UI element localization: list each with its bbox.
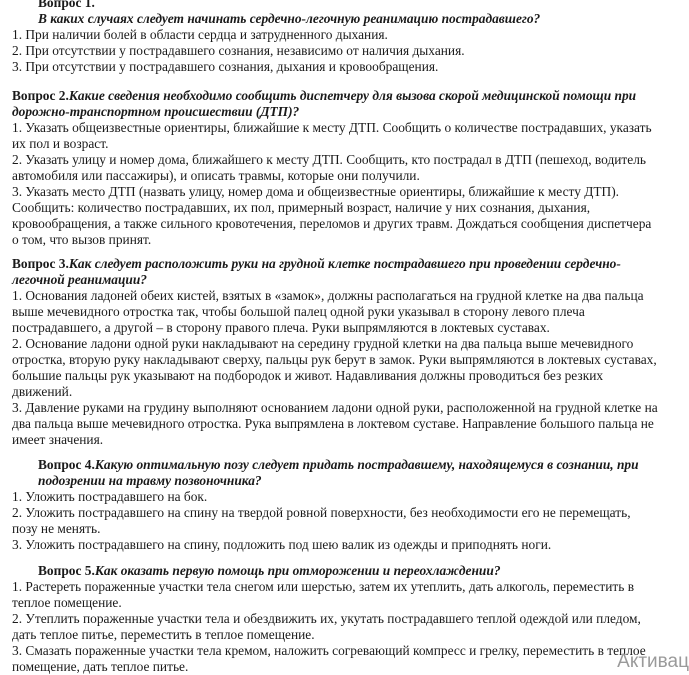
question-3-title: Как следует расположить руки на грудной клетке пострадавшего при проведении сердечно- bbox=[68, 256, 621, 271]
question-1 bbox=[0, 0, 689, 75]
question-5-label: Вопрос 5. bbox=[38, 563, 95, 578]
answer-line: дать теплое питье, переместить в теплое помещение. bbox=[12, 627, 315, 642]
answer-option: 1. При наличии болей в области сердца и затрудненного дыхания. bbox=[12, 27, 388, 42]
answer-line: 3. Указать место ДТП (назвать улицу, номер дома и общеизвестные ориентиры, ближайшие к месту ДТП). bbox=[12, 184, 620, 199]
answer-line: большие пальцы рук указывают на подбородок и живот. Надавливания должны проводиться без резких bbox=[12, 368, 604, 383]
answer-line: 3. Уложить пострадавшего на спину, подложить под шею валик из одежды и приподнять ноги. bbox=[12, 537, 552, 552]
question-1-label: Вопрос 1. bbox=[38, 0, 95, 10]
answer-line: 2. Утеплить пораженные участки тела и обездвижить их, укутать пострадавшего теплой одеждой или пледом, bbox=[12, 611, 641, 626]
answer-option: 2. При отсутствии у пострадавшего сознания, независимо от наличия дыхания. bbox=[12, 43, 465, 58]
question-2 bbox=[0, 88, 689, 248]
answer-line: 2. Указать улицу и номер дома, ближайшего к месту ДТП. Сообщить, кто пострадал в ДТП (пешеход, водитель bbox=[12, 152, 647, 167]
answer-line: 1. Уложить пострадавшего на бок. bbox=[12, 489, 208, 504]
answer-line: их пол и возраст. bbox=[12, 136, 109, 151]
answer-line: кровообращения, а также сильного кровотечения, переломов и других травм. Дождаться сообщения диспетчера bbox=[12, 216, 652, 231]
question-3-title-cont: легочной реанимации? bbox=[12, 272, 148, 287]
question-2-label: Вопрос 2. bbox=[12, 88, 69, 103]
question-5-title: Как оказать первую помощь при отморожении и переохлаждении? bbox=[94, 563, 501, 578]
question-4 bbox=[0, 457, 689, 553]
answer-line: помещение, дать теплое питье. bbox=[12, 659, 189, 674]
answer-line: имеет значения. bbox=[12, 432, 104, 447]
question-2-title-cont: дорожно-транспортном происшествии (ДТП)? bbox=[12, 104, 300, 119]
answer-line: пострадавшего, а другой – в сторону правого плеча. Руки выпрямляются в локтевых суставах. bbox=[12, 320, 550, 335]
answer-line: 1. Указать общеизвестные ориентиры, ближайшие к месту ДТП. Сообщить о количестве пострадавших, указать bbox=[12, 120, 652, 135]
answer-line: выше мечевидного отростка так, чтобы большой палец одной руки указывал в сторону левого плеча bbox=[12, 304, 585, 319]
answer-line: 3. Смазать пораженные участки тела кремом, наложить согревающий компресс и грелку, переместить в теплое bbox=[12, 643, 646, 658]
question-2-title: Какие сведения необходимо сообщить диспетчеру для вызова скорой медицинской помощи при bbox=[68, 88, 637, 103]
answer-line: Сообщить: количество пострадавших, их пол, примерный возраст, наличие у них сознания, дыхания, bbox=[12, 200, 591, 215]
answer-line: 2. Уложить пострадавшего на спину на твердой ровной поверхности, без необходимости его не перемещать, bbox=[12, 505, 631, 520]
question-5 bbox=[0, 563, 689, 675]
answer-line: 1. Основания ладоней обеих кистей, взятых в «замок», должны располагаться на грудной клетке на два пальца bbox=[12, 288, 644, 303]
answer-line: два пальца выше мечевидного отростка. Рука выпрямлена в локтевом суставе. Направление большого пальца не bbox=[12, 416, 654, 431]
answer-line: 3. Давление руками на грудину выполняют основанием ладони одной руки, расположенной на грудной клетке на bbox=[12, 400, 658, 415]
question-3 bbox=[0, 256, 689, 448]
answer-line: 2. Основание ладони одной руки накладывают на середину грудной клетки на два пальца выше мечевидного bbox=[12, 336, 634, 351]
question-4-title: Какую оптимальную позу следует придать пострадавшему, находящемуся в сознании, при bbox=[94, 457, 639, 472]
question-4-label: Вопрос 4. bbox=[38, 457, 95, 472]
question-3-label: Вопрос 3. bbox=[12, 256, 69, 271]
question-4-title-cont: подозрении на травму позвоночника? bbox=[38, 473, 262, 488]
answer-line: о том, что вызов принят. bbox=[12, 232, 152, 247]
answer-line: 1. Растереть пораженные участки тела снегом или шерстью, затем их утеплить, дать алкоголь, переместить в bbox=[12, 579, 635, 594]
answer-line: позу не менять. bbox=[12, 521, 101, 536]
answer-line: отростка, вторую руку накладывают сверху, пальцы рук берут в замок. Руки выпрямляются в локтевых суставах, bbox=[12, 352, 657, 367]
answer-line: движений. bbox=[12, 384, 73, 399]
activation-watermark: Активац bbox=[617, 651, 689, 672]
answer-option: 3. При отсутствии у пострадавшего сознания, дыхания и кровообращения. bbox=[12, 59, 439, 74]
answer-line: теплое помещение. bbox=[12, 595, 122, 610]
answer-line: автомобиля или пассажиры), и описать травмы, которые они получили. bbox=[12, 168, 420, 183]
question-1-title: В каких случаях следует начинать сердечно-легочную реанимацию пострадавшего? bbox=[38, 11, 541, 26]
